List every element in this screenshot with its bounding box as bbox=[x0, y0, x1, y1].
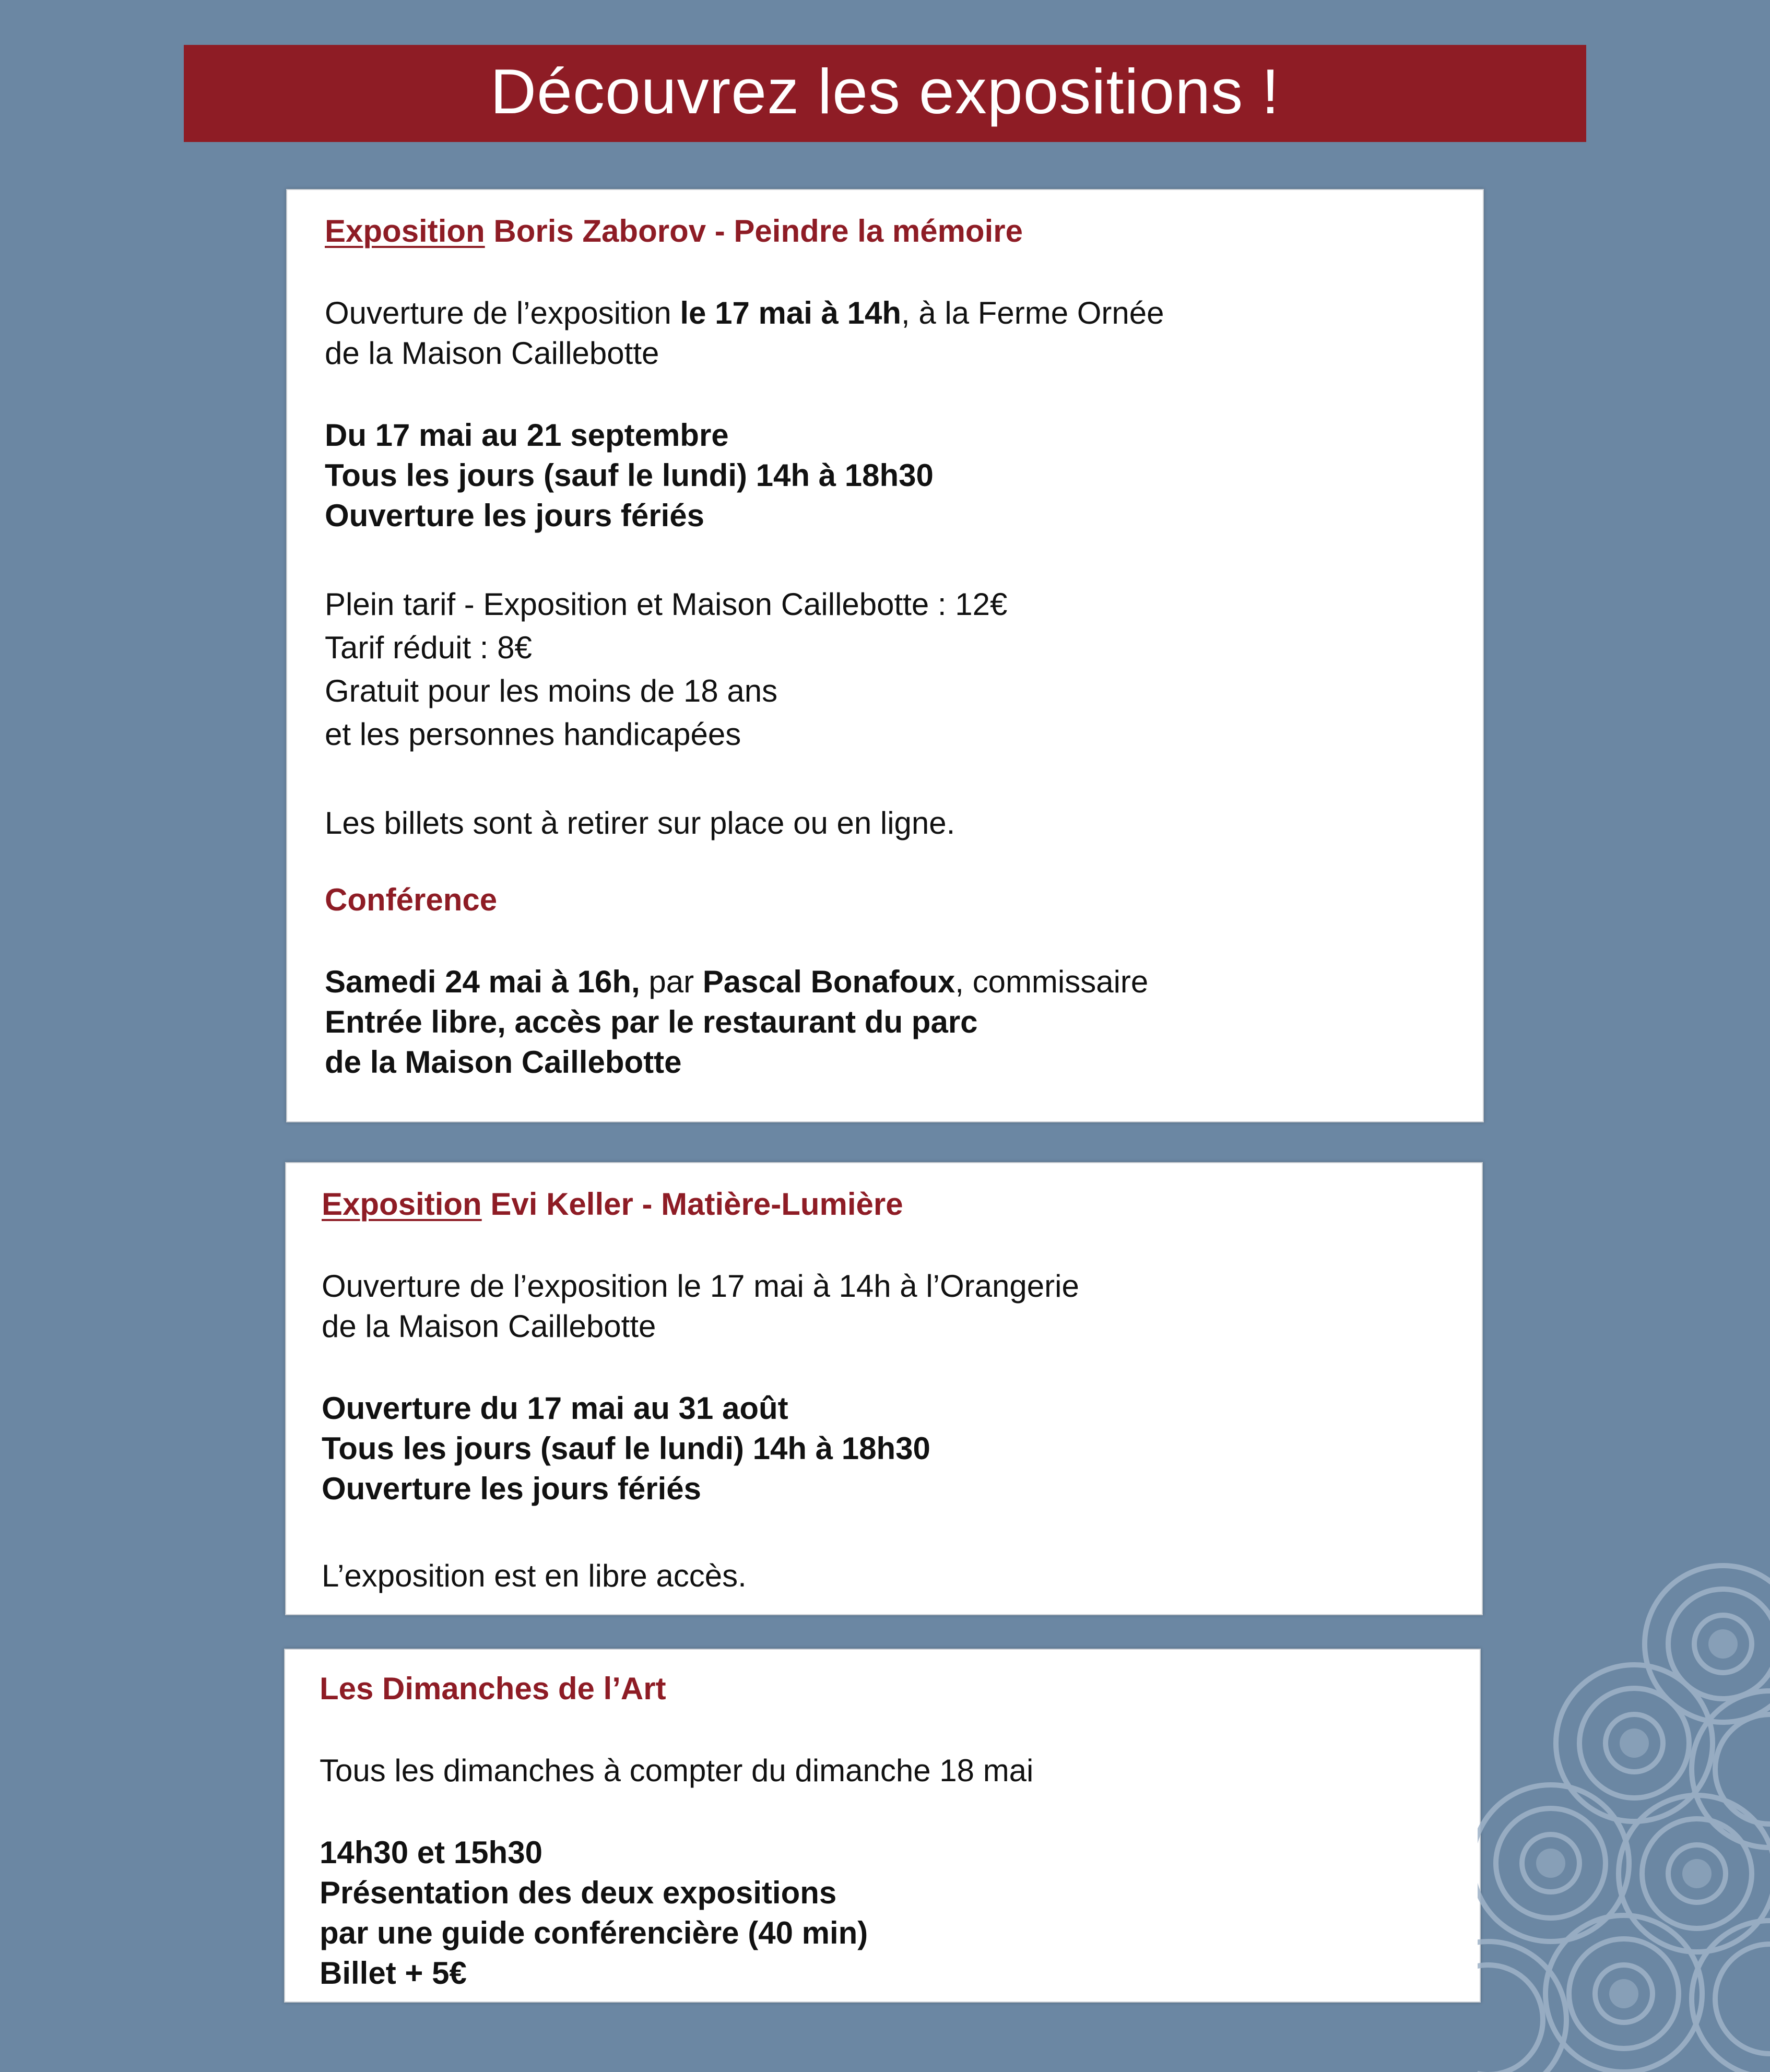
price-reduced: Tarif réduit : 8€ bbox=[325, 630, 532, 665]
event-description: Présentation des deux expositions bbox=[320, 1875, 837, 1910]
card-heading bbox=[322, 1184, 1482, 1224]
schedule-hours: Tous les jours (sauf le lundi) 14h à 18h30 bbox=[322, 1431, 930, 1466]
schedule-hours: Tous les jours (sauf le lundi) 14h à 18h30 bbox=[325, 458, 934, 493]
exhibition-link[interactable]: Exposition bbox=[322, 1187, 482, 1222]
opening-location: de la Maison Caillebotte bbox=[325, 336, 659, 371]
exhibition-card-keller bbox=[285, 1162, 1483, 1615]
event-price: Billet + 5€ bbox=[320, 1956, 467, 1991]
opening-line: Ouverture de l’exposition le 17 mai à 14h à l’Orangerie bbox=[322, 1269, 1079, 1304]
schedule-holidays: Ouverture les jours fériés bbox=[325, 498, 704, 533]
event-intro: Tous les dimanches à compter du dimanche 18 mai bbox=[320, 1753, 1034, 1788]
card-heading bbox=[325, 211, 1483, 251]
opening-line: Ouverture de l’exposition le 17 mai à 14h, à la Ferme Ornée bbox=[325, 295, 1164, 330]
opening-location: de la Maison Caillebotte bbox=[322, 1309, 656, 1344]
event-times: 14h30 et 15h30 bbox=[320, 1835, 542, 1870]
schedule-dates: Du 17 mai au 21 septembre bbox=[325, 418, 729, 453]
page-title: Découvrez les expositions ! bbox=[490, 56, 1280, 127]
event-card-sundays bbox=[284, 1649, 1481, 2003]
exhibition-card-zaborov bbox=[286, 189, 1484, 1122]
card-heading: Les Dimanches de l’Art bbox=[320, 1671, 666, 1706]
event-guide: par une guide conférencière (40 min) bbox=[320, 1915, 868, 1950]
decorative-ornament bbox=[1478, 1498, 1770, 2072]
conference-details: Samedi 24 mai à 16h, par Pascal Bonafoux, commissaire bbox=[325, 964, 1149, 999]
schedule-dates: Ouverture du 17 mai au 31 août bbox=[322, 1391, 788, 1426]
conference-heading: Conférence bbox=[325, 882, 498, 917]
access-note: L’exposition est en libre accès. bbox=[322, 1558, 747, 1593]
schedule-holidays: Ouverture les jours fériés bbox=[322, 1471, 701, 1506]
conference-access-location: de la Maison Caillebotte bbox=[325, 1045, 682, 1080]
tickets-info: Les billets sont à retirer sur place ou en ligne. bbox=[325, 806, 955, 840]
page-banner bbox=[184, 45, 1586, 142]
conference-access: Entrée libre, accès par le restaurant du parc bbox=[325, 1004, 978, 1039]
price-free: Gratuit pour les moins de 18 ans bbox=[325, 673, 778, 708]
price-full: Plein tarif - Exposition et Maison Caillebotte : 12€ bbox=[325, 587, 1008, 622]
exhibition-link[interactable]: Exposition bbox=[325, 214, 485, 248]
ornament-rosette-icon bbox=[1478, 1566, 1770, 2072]
price-free-disabled: et les personnes handicapées bbox=[325, 717, 741, 752]
exhibition-title: Boris Zaborov - Peindre la mémoire bbox=[485, 214, 1023, 248]
exhibition-title: Evi Keller - Matière-Lumière bbox=[481, 1187, 903, 1222]
